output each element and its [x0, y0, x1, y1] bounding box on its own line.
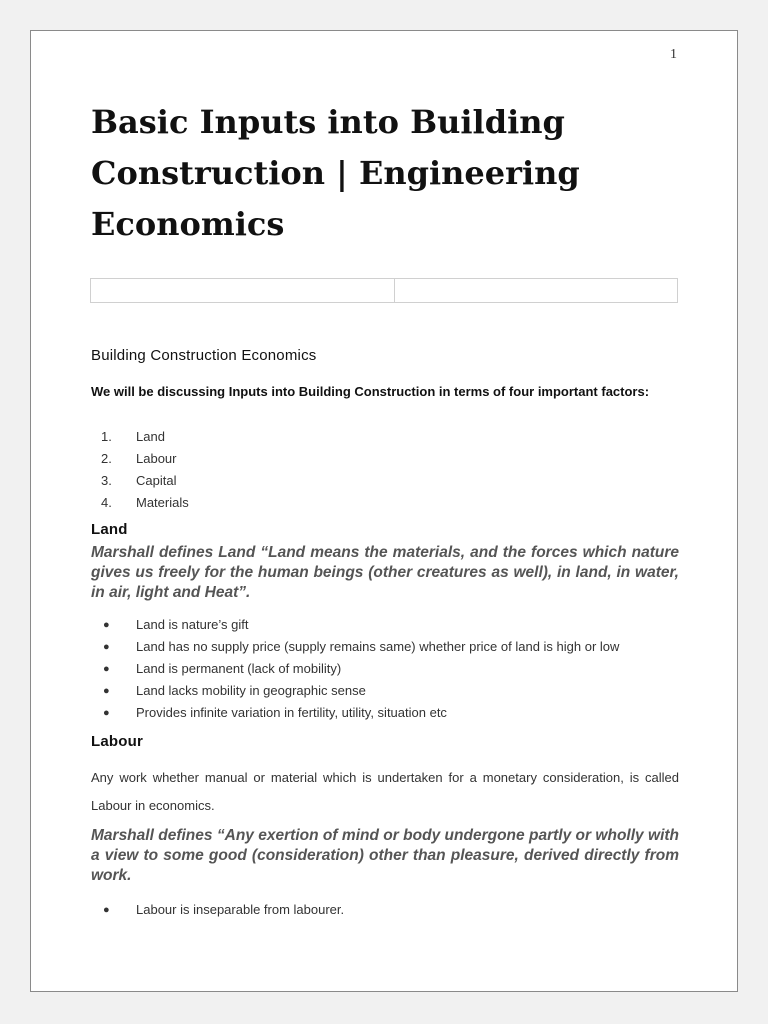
- table-cell: [395, 279, 677, 302]
- land-heading: Land: [91, 521, 128, 538]
- list-item: [91, 899, 679, 921]
- list-item-label: Capital: [136, 473, 177, 488]
- labour-points-list: [91, 899, 679, 921]
- intro-paragraph: We will be discussing Inputs into Building Construction in terms of four important factors:: [91, 384, 650, 399]
- page-number: 1: [670, 47, 677, 62]
- land-quote: Marshall defines Land “Land means the materials, and the forces which nature gives us freely for the human beings (other creatures as well), in land, in water, in air, light and Heat”.: [91, 544, 679, 601]
- factors-list: [91, 426, 679, 514]
- list-item-label: Land is permanent (lack of mobility): [136, 661, 342, 676]
- list-number: 2.: [101, 451, 112, 466]
- land-points-list: [91, 614, 679, 724]
- section-heading: Building Construction Economics: [91, 347, 317, 364]
- list-item: [91, 636, 679, 658]
- labour-quote: Marshall defines “Any exertion of mind or body undergone partly or wholly with a view to some good (consideration) other than pleasure, derived directly from work.: [91, 827, 679, 884]
- list-item-label: Land is nature’s gift: [136, 617, 249, 632]
- list-item-label: Provides infinite variation in fertility, utility, situation etc: [136, 705, 447, 720]
- list-item-label: Land has no supply price (supply remains same) whether price of land is high or low: [136, 639, 620, 654]
- bullet-icon: ●: [103, 904, 110, 916]
- table-cell: [91, 279, 395, 302]
- list-number: 4.: [101, 495, 112, 510]
- list-item: [91, 492, 679, 514]
- list-item: [91, 680, 679, 702]
- bullet-icon: ●: [103, 641, 110, 653]
- empty-table: [90, 278, 678, 303]
- list-number: 3.: [101, 473, 112, 488]
- list-item-label: Materials: [136, 495, 189, 510]
- list-item: [91, 658, 679, 680]
- list-number: 1.: [101, 429, 112, 444]
- list-item: [91, 448, 679, 470]
- list-item-label: Labour is inseparable from labourer.: [136, 902, 345, 917]
- bullet-icon: ●: [103, 707, 110, 719]
- labour-heading: Labour: [91, 733, 144, 750]
- bullet-icon: ●: [103, 619, 110, 631]
- list-item: [91, 470, 679, 492]
- list-item-label: Land lacks mobility in geographic sense: [136, 683, 366, 698]
- labour-paragraph: Any work whether manual or material which is undertaken for a monetary consideration, is called Labour in economics.: [91, 770, 679, 813]
- list-item: [91, 426, 679, 448]
- list-item: [91, 614, 679, 636]
- list-item: [91, 702, 679, 724]
- list-item-label: Land: [136, 429, 165, 444]
- bullet-icon: ●: [103, 685, 110, 697]
- list-item-label: Labour: [136, 451, 177, 466]
- document-title: Basic Inputs into Building Construction | Engineering Economics: [91, 103, 580, 243]
- document-page: [30, 30, 738, 992]
- bullet-icon: ●: [103, 663, 110, 675]
